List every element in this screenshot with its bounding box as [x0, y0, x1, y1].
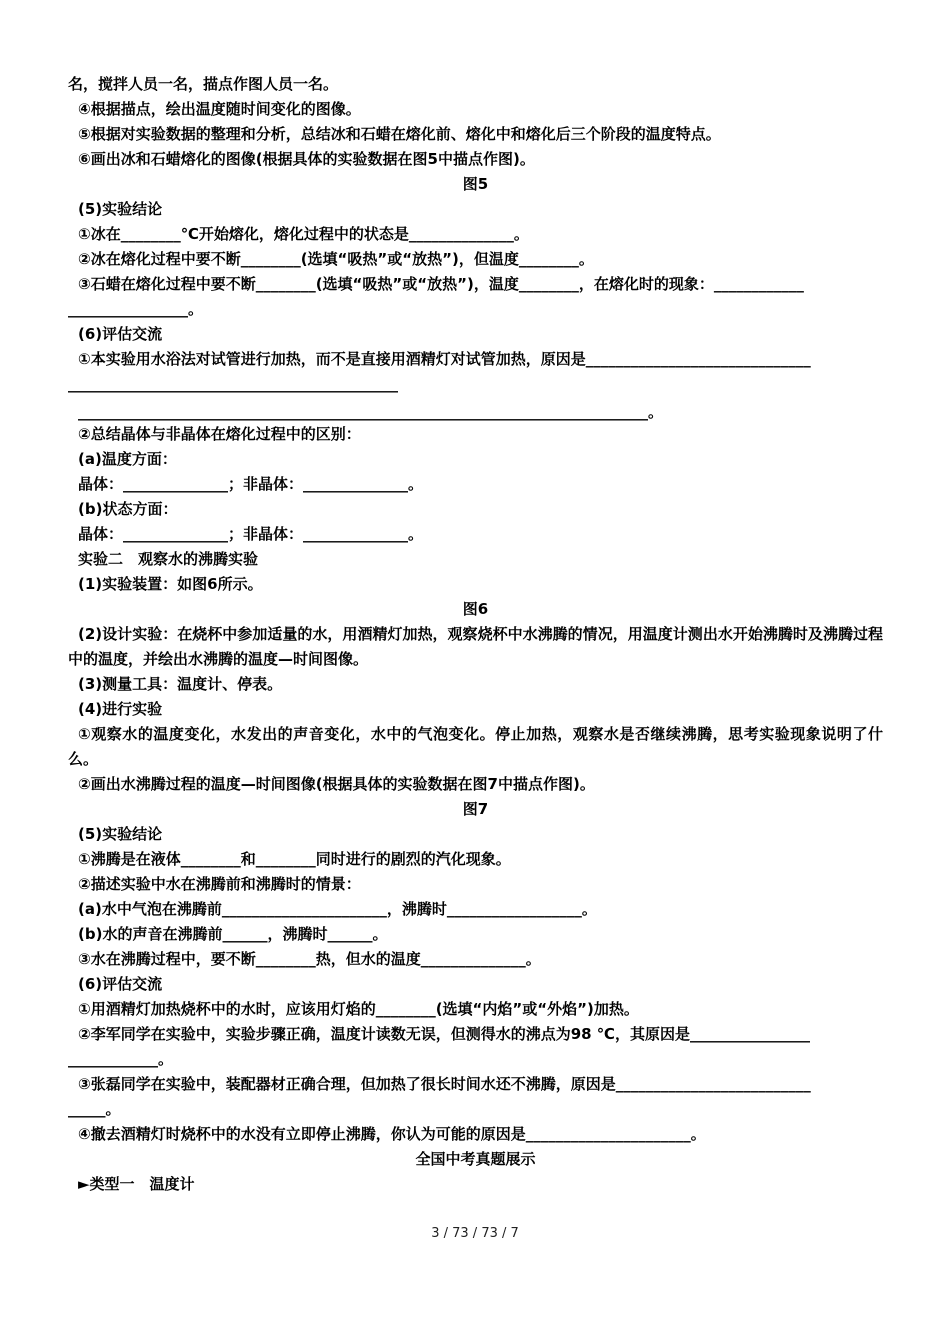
text-line: (3)测量工具：温度计、停表。	[78, 675, 283, 693]
section-heading: 实验二 观察水的沸腾实验	[78, 550, 259, 568]
text-line: (a)水中气泡在沸腾前______________________，沸腾时__________________。	[78, 900, 597, 918]
text-line: ②冰在熔化过程中要不断________(选填“吸热”或“放热”)，但温度________。	[78, 250, 594, 268]
section-heading: (5)实验结论	[78, 825, 163, 843]
figure-caption-6: 图6	[462, 600, 489, 618]
answer-blank-line: _____。	[68, 1100, 121, 1118]
text-line: ②画出水沸腾过程的温度—时间图像(根据具体的实验数据在图7中描点作图)。	[78, 775, 595, 793]
text-line: ⑥画出冰和石蜡熔化的图像(根据具体的实验数据在图5中描点作图)。	[78, 150, 535, 168]
section-title: 全国中考真题展示	[415, 1150, 536, 1168]
text-line: 晶体：______________；非晶体：______________。	[78, 525, 424, 543]
text-line: 晶体：______________；非晶体：______________。	[78, 475, 424, 493]
text-line: ④根据描点，绘出温度随时间变化的图像。	[78, 100, 361, 118]
text-line: ⑤根据对实验数据的整理和分析，总结冰和石蜡在熔化前、熔化中和熔化后三个阶段的温度特点。	[78, 125, 721, 143]
answer-blank-line: ____________________________________________________________________________。	[78, 403, 664, 421]
document-body	[68, 72, 883, 1197]
section-heading: ►类型一 温度计	[78, 1175, 195, 1193]
text-line: ________________。	[68, 300, 204, 318]
text-line: ①用酒精灯加热烧杯中的水时，应该用灯焰的________(选填“内焰”或“外焰”)加热。	[78, 1000, 639, 1018]
text-line: (1)实验装置：如图6所示。	[78, 575, 263, 593]
section-heading: (6)评估交流	[78, 325, 163, 343]
text-line: (b)水的声音在沸腾前______，沸腾时______。	[78, 925, 388, 943]
text-line: (b)状态方面：	[78, 500, 178, 518]
text-line: ②描述实验中水在沸腾前和沸腾时的情景：	[78, 875, 361, 893]
figure-caption-5: 图5	[462, 175, 489, 193]
answer-blank-line: ____________________________________________	[68, 375, 398, 393]
section-heading: (6)评估交流	[78, 975, 163, 993]
section-heading: (4)进行实验	[78, 700, 163, 718]
figure-caption-7: 图7	[462, 800, 489, 818]
text-line: ③石蜡在熔化过程中要不断________(选填“吸热”或“放热”)，温度________，在熔化时的现象：____________	[78, 275, 804, 293]
text-line: ①冰在________℃开始熔化，熔化过程中的状态是______________。	[78, 225, 529, 243]
text-line: ①本实验用水浴法对试管进行加热，而不是直接用酒精灯对试管加热，原因是______________________________	[78, 350, 811, 368]
text-line: ②总结晶体与非晶体在熔化过程中的区别：	[78, 425, 361, 443]
paragraph: (2)设计实验：在烧杯中参加适量的水，用酒精灯加热，观察烧杯中水沸腾的情况，用温度计测出水开始沸腾时及沸腾过程中的温度，并绘出水沸腾的温度—时间图像。	[68, 625, 883, 668]
page-number: 3 / 73 / 73 / 7	[431, 1226, 519, 1241]
answer-blank-line: ____________。	[68, 1050, 174, 1068]
text-line: 名，搅拌人员一名，描点作图人员一名。	[68, 75, 339, 93]
text-line: ④撤去酒精灯时烧杯中的水没有立即停止沸腾，你认为可能的原因是______________________。	[78, 1125, 706, 1143]
section-heading: (5)实验结论	[78, 200, 163, 218]
text-line: ③张磊同学在实验中，装配器材正确合理，但加热了很长时间水还不沸腾，原因是__________________________	[78, 1075, 811, 1093]
text-line: ①沸腾是在液体________和________同时进行的剧烈的汽化现象。	[78, 850, 511, 868]
text-line: ②李军同学在实验中，实验步骤正确，温度计读数无误，但测得水的沸点为98 ℃，其原因是________________	[78, 1025, 810, 1043]
text-line: ③水在沸腾过程中，要不断________热，但水的温度______________。	[78, 950, 541, 968]
text-line: (a)温度方面：	[78, 450, 177, 468]
paragraph: ①观察水的温度变化，水发出的声音变化，水中的气泡变化。停止加热，观察水是否继续沸腾，思考实验现象说明了什么。	[68, 725, 883, 768]
